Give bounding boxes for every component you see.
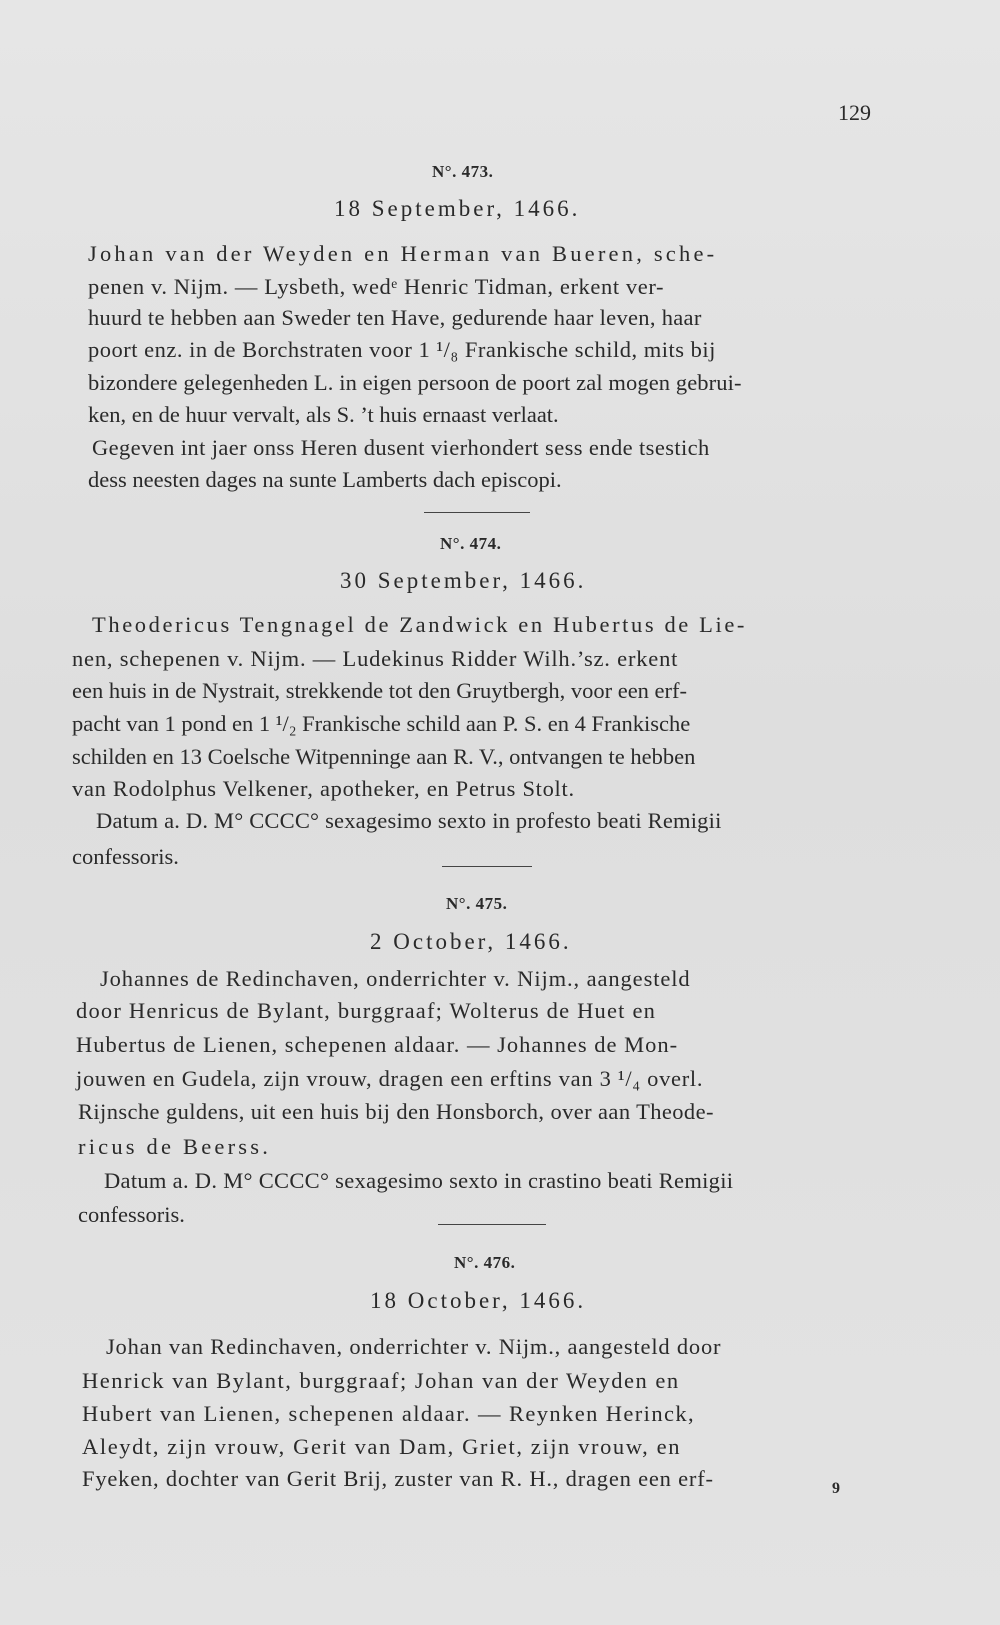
entry-date: 2 October, 1466.: [370, 929, 572, 954]
entry-text-line: confessoris.: [72, 844, 179, 869]
entry-text-line: Henrick van Bylant, burggraaf; Johan van der Weyden en: [82, 1368, 680, 1393]
entry-text-line: Gegeven int jaer onss Heren dusent vierhondert sess ende tsestich: [92, 435, 710, 460]
entry-text-line: nen, schepenen v. Nijm. — Ludekinus Ridder Wilh.’sz. erkent: [72, 646, 679, 671]
entry-text-line: ken, en de huur vervalt, als S. ’t huis ernaast verlaat.: [88, 402, 559, 427]
entry-text-line: Datum a. D. M° CCCC° sexagesimo sexto in profesto beati Remigii: [96, 808, 722, 833]
entry-date: 18 September, 1466.: [334, 196, 581, 221]
entry-text-line: Rijnsche guldens, uit een huis bij den Honsborch, over aan Theode-: [78, 1099, 714, 1124]
page-number: 129: [838, 100, 871, 125]
entry-text-line: confessoris.: [78, 1202, 185, 1227]
entry-text-line: Hubertus de Lienen, schepenen aldaar. — Johannes de Mon-: [76, 1032, 679, 1057]
entry-text-line: Hubert van Lienen, schepenen aldaar. — Reynken Herinck,: [82, 1401, 696, 1426]
entry-text-line: Aleydt, zijn vrouw, Gerit van Dam, Griet, zijn vrouw, en: [82, 1434, 682, 1459]
entry-text-line: bizondere gelegenheden L. in eigen persoon de poort zal mogen gebrui-: [88, 370, 742, 395]
entry-number: N°. 473.: [432, 162, 494, 181]
entry-text-line: Fyeken, dochter van Gerit Brij, zuster van R. H., dragen een erf-: [82, 1466, 714, 1491]
entry-text-line: van Rodolphus Velkener, apotheker, en Petrus Stolt.: [72, 776, 575, 801]
entry-text-line: pacht van 1 pond en 1 ¹/₂ Frankische schild aan P. S. en 4 Frankische: [72, 711, 691, 736]
entry-text-line: door Henricus de Bylant, burggraaf; Wolterus de Huet en: [76, 998, 657, 1023]
signature-mark: 9: [832, 1480, 840, 1497]
separator-rule: [442, 866, 532, 867]
entry-number: N°. 474.: [440, 534, 502, 553]
entry-text-line: ricus de Beerss.: [78, 1134, 272, 1159]
separator-rule: [438, 1224, 546, 1225]
entry-date: 30 September, 1466.: [340, 568, 587, 593]
entry-number: N°. 475.: [446, 894, 508, 913]
entry-text-line: penen v. Nijm. — Lysbeth, wedᵉ Henric Tidman, erkent ver-: [88, 274, 665, 299]
entry-text-line: dess neesten dages na sunte Lamberts dach episcopi.: [88, 467, 562, 492]
entry-text-line: Johan van der Weyden en Herman van Bueren, sche-: [88, 241, 718, 266]
entry-text-line: een huis in de Nystrait, strekkende tot den Gruytbergh, voor een erf-: [72, 678, 688, 703]
entry-date: 18 October, 1466.: [370, 1288, 587, 1313]
entry-number: N°. 476.: [454, 1253, 516, 1272]
entry-text-line: huurd te hebben aan Sweder ten Have, gedurende haar leven, haar: [88, 305, 702, 330]
entry-text-line: Datum a. D. M° CCCC° sexagesimo sexto in crastino beati Remigii: [104, 1168, 734, 1193]
entry-text-line: jouwen en Gudela, zijn vrouw, dragen een erftins van 3 ¹/₄ overl.: [76, 1066, 704, 1091]
entry-text-line: Johan van Redinchaven, onderrichter v. Nijm., aangesteld door: [106, 1334, 722, 1359]
separator-rule: [424, 512, 530, 513]
entry-text-line: poort enz. in de Borchstraten voor 1 ¹/₈ Frankische schild, mits bij: [88, 337, 716, 362]
entry-text-line: schilden en 13 Coelsche Witpenninge aan R. V., ontvangen te hebben: [72, 744, 696, 769]
entry-text-line: Johannes de Redinchaven, onderrichter v. Nijm., aangesteld: [100, 966, 691, 991]
entry-text-line: Theodericus Tengnagel de Zandwick en Hubertus de Lie-: [92, 612, 747, 637]
